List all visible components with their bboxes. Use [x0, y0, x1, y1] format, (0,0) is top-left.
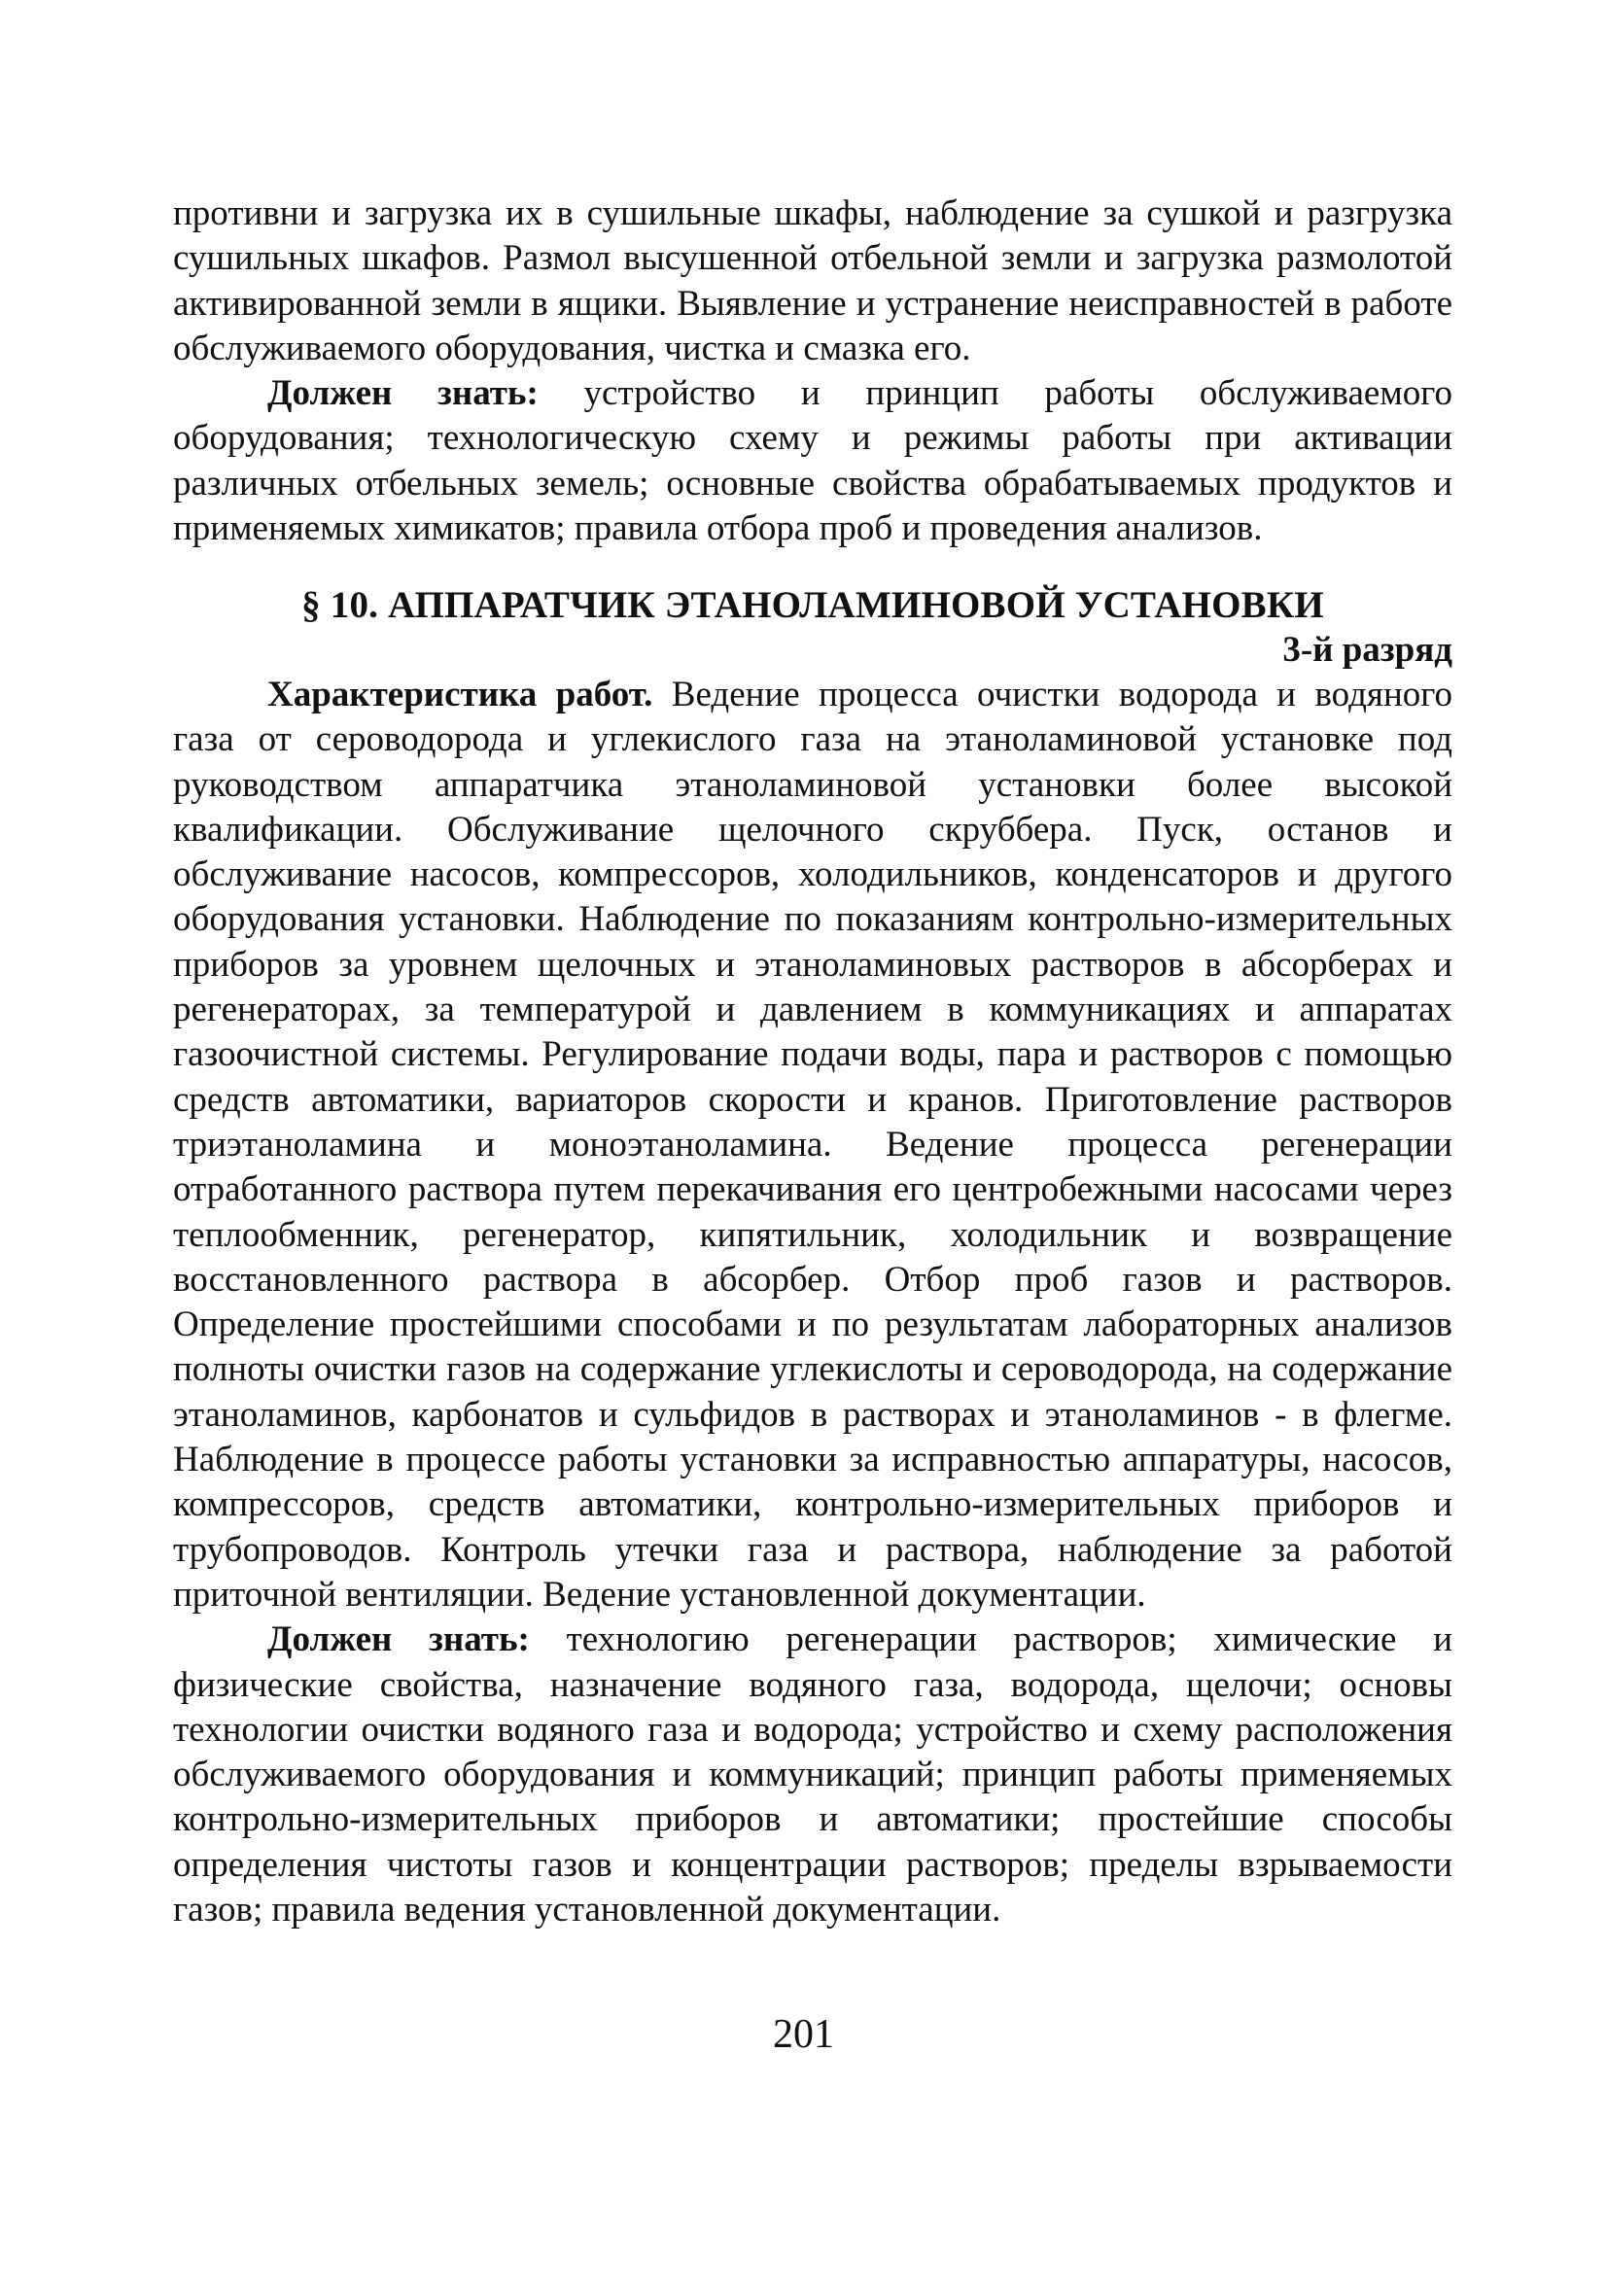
- characteristics-lead: Характеристика работ.: [267, 675, 653, 714]
- knowledge-text: технологию регенерации растворов; химические и физические свойства, назначение водяного газа, водорода, щелочи; основы технологии очистки водяного газа и водорода; устройство и схему расположения обслуживаемого оборудования и коммуникаций; принцип работы применяемых контрольно-измерительных приборов и автоматики; простейшие способы определения чистоты газов и концентрации растворов; пределы взрываемости газов; правила ведения установленной документации.: [173, 1619, 1452, 1931]
- knowledge-lead: Должен знать:: [267, 1619, 530, 1660]
- characteristics-paragraph: [173, 673, 1452, 1618]
- knowledge-paragraph: [173, 1618, 1452, 1932]
- section-10: [173, 583, 1452, 1932]
- intro-paragraph: противни и загрузка их в сушильные шкафы, наблюдение за сушкой и разгрузка сушильных шкафов. Размол высушенной отбельной земли и загрузка размолотой активированной земли в ящики. Выявление и устранение неисправностей в работе обслуживаемого оборудования, чистка и смазка его.: [173, 193, 1452, 368]
- section-grade: 3-й разряд: [1282, 630, 1452, 670]
- page-number: 201: [773, 2012, 834, 2057]
- section-title: § 10. АППАРАТЧИК ЭТАНОЛАМИНОВОЙ УСТАНОВКИ: [301, 584, 1324, 626]
- knowledge-text-previous: устройство и принцип работы обслуживаемого оборудования; технологическую схему и режимы работы при активации различных отбельных земель; основные свойства обрабатываемых продуктов и применяемых химикатов; правила отбора проб и проведения анализов.: [173, 373, 1452, 549]
- knowledge-paragraph-previous: [173, 371, 1452, 551]
- characteristics-text: Ведение процесса очистки водорода и водяного газа от сероводорода и углекислого газа на этаноламиновой установке под руководством аппаратчика этаноламиновой установки более высокой квалификации. Обслуживание щелочного скруббера. Пуск, останов и обслуживание насосов, компрессоров, холодильников, конденсаторов и другого оборудования установки. Наблюдение по показаниям контрольно-измерительных приборов за уровнем щелочных и этаноламиновых растворов в абсорберах и регенераторах, за температурой и давлением в коммуникациях и аппаратах газоочистной системы. Регулирование подачи воды, пара и растворов с помощью средств автоматики, вариаторов скорости и кранов. Приготовление растворов триэтаноламина и моноэтаноламина. Ведение процесса регенерации отработанного раствора путем перекачивания его центробежными насосами через теплообменник, регенератор, кипятильник, холодильник и возвращение восстановленного раствора в абсорбер. Отбор проб газов и растворов. Определение простейшими способами и по результатам лабораторных анализов полноты очистки газов на содержание углекислоты и сероводорода, на содержание этаноламинов, карбонатов и сульфидов в растворах и этаноламинов - в флегме. Наблюдение в процессе работы установки за исправностью аппаратуры, насосов, компрессоров, средств автоматики, контрольно-измерительных приборов и трубопроводов. Контроль утечки газа и раствора, наблюдение за работой приточной вентиляции. Ведение установленной документации.: [173, 675, 1452, 1615]
- previous-section-continuation: [173, 191, 1452, 551]
- knowledge-lead-previous: Должен знать:: [267, 373, 539, 414]
